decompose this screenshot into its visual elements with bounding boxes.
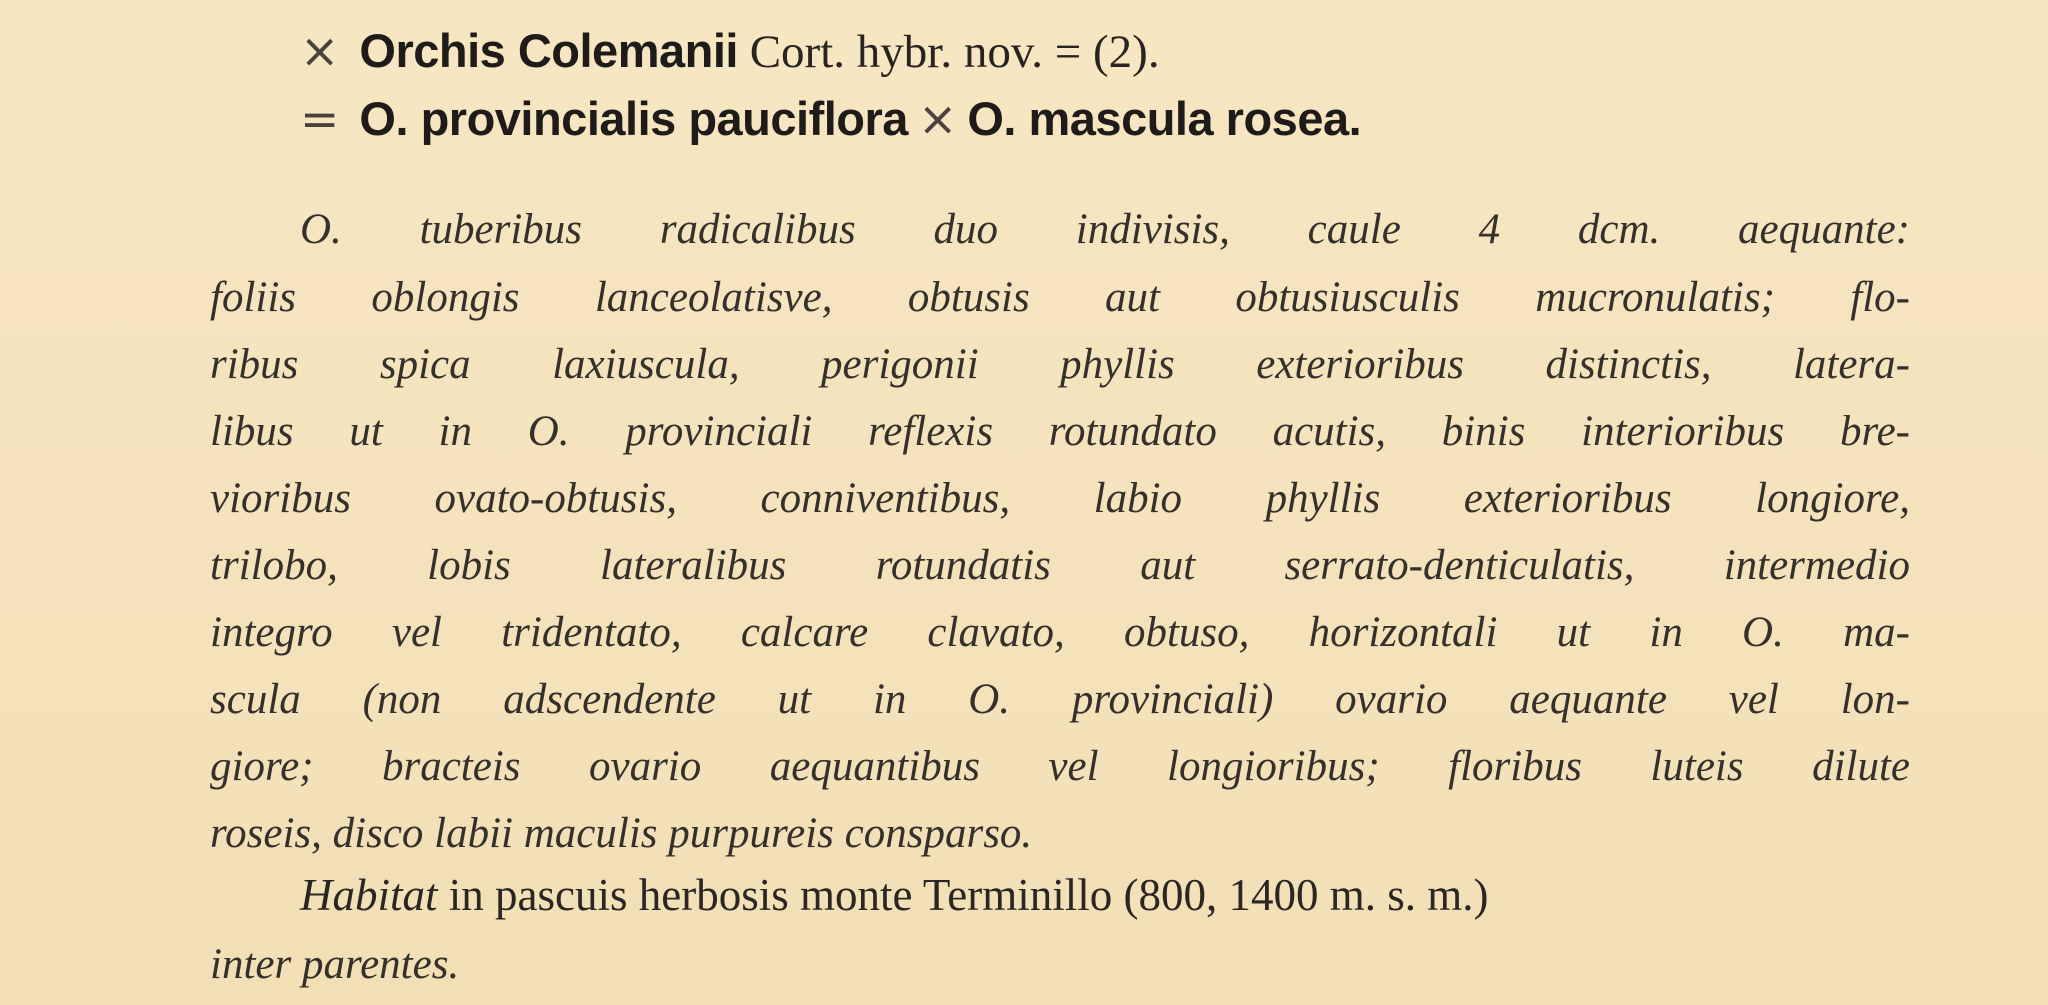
parent-two: O. mascula rosea. — [967, 92, 1362, 145]
species-authority: Cort. hybr. nov. = (2). — [749, 26, 1160, 78]
description-line: vioribus ovato-obtusis, conniventibus, labio phyllis exterioribus longiore, — [210, 475, 1910, 522]
description-line: ribus spica laxiuscula, perigonii phyllis exterioribus distinctis, latera- — [210, 341, 1910, 388]
parent-cross-symbol: × — [917, 92, 958, 147]
habitat-line — [300, 870, 1489, 920]
hybrid-cross-symbol: × — [300, 24, 340, 79]
description-line: foliis oblongis lanceolatisve, obtusis aut obtusiusculis mucronulatis; flo- — [210, 274, 1910, 321]
equals-symbol: = — [300, 92, 340, 147]
description-line: roseis, disco labii maculis purpureis consparso. — [210, 810, 1033, 857]
description-line: libus ut in O. provinciali reflexis rotundato acutis, binis interioribus bre- — [210, 408, 1910, 455]
species-name: Orchis Colemanii — [359, 24, 738, 77]
description-line: trilobo, lobis lateralibus rotundatis aut serrato-denticulatis, intermedio — [210, 542, 1910, 589]
description-line: O. tuberibus radicalibus duo indivisis, caule 4 dcm. aequante: — [300, 206, 1910, 253]
parent-one: O. provincialis pauciflora — [359, 92, 908, 145]
habitat-label: Habitat — [300, 870, 438, 920]
habitat-text: in pascuis herbosis monte Terminillo (800, 1400 m. s. m.) — [448, 870, 1489, 920]
parentage-line — [300, 92, 1362, 147]
description-line: giore; bracteis ovario aequantibus vel longioribus; floribus luteis dilute — [210, 743, 1910, 790]
species-heading — [300, 24, 1160, 79]
description-line: scula (non adscendente ut in O. provinciali) ovario aequante vel lon- — [210, 676, 1910, 723]
habitat-continuation: inter parentes. — [210, 941, 460, 988]
description-line: integro vel tridentato, calcare clavato, obtuso, horizontali ut in O. ma- — [210, 609, 1910, 656]
